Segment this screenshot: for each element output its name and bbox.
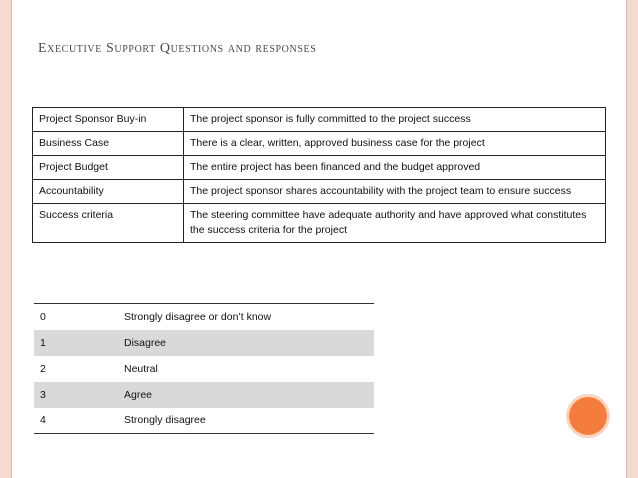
score-meaning: Agree — [118, 382, 374, 408]
score-value: 0 — [34, 304, 118, 330]
question-text: There is a clear, written, approved business case for the project — [184, 132, 606, 156]
table-row — [34, 304, 374, 330]
table-row — [33, 132, 606, 156]
table-row — [33, 108, 606, 132]
score-value: 2 — [40, 362, 46, 375]
table-row — [33, 180, 606, 204]
score-value: 4 — [34, 408, 118, 434]
question-label: Success criteria — [33, 204, 184, 243]
score-value: 3 — [34, 382, 118, 408]
questions-table — [32, 107, 606, 243]
question-text: The steering committee have adequate authority and have approved what constitutes the success criteria for the project — [184, 204, 606, 243]
score-meaning: Strongly disagree — [118, 408, 374, 434]
right-border-band — [626, 0, 638, 478]
question-label: Project Sponsor Buy-in — [33, 108, 184, 132]
question-text: The project sponsor shares accountability with the project team to ensure success — [184, 180, 606, 204]
score-meaning: Disagree — [118, 330, 374, 356]
question-text: The entire project has been financed and the budget approved — [184, 156, 606, 180]
question-text: The project sponsor is fully committed to the project success — [184, 108, 606, 132]
table-row — [33, 204, 606, 243]
question-label: Accountability — [33, 180, 184, 204]
question-label: Project Budget — [33, 156, 184, 180]
scale-table — [34, 303, 374, 434]
table-row — [34, 408, 374, 434]
decorative-orange-circle — [569, 397, 607, 435]
slide-title: Executive Support Questions and responses — [38, 41, 317, 56]
score-meaning: Neutral — [124, 362, 158, 375]
table-row — [33, 156, 606, 180]
score-meaning: Strongly disagree or don’t know — [118, 304, 374, 330]
score-value: 1 — [34, 330, 118, 356]
left-border-band — [0, 0, 12, 478]
table-row — [34, 382, 374, 408]
question-label: Business Case — [33, 132, 184, 156]
table-row — [34, 330, 374, 356]
table-row — [34, 356, 374, 382]
